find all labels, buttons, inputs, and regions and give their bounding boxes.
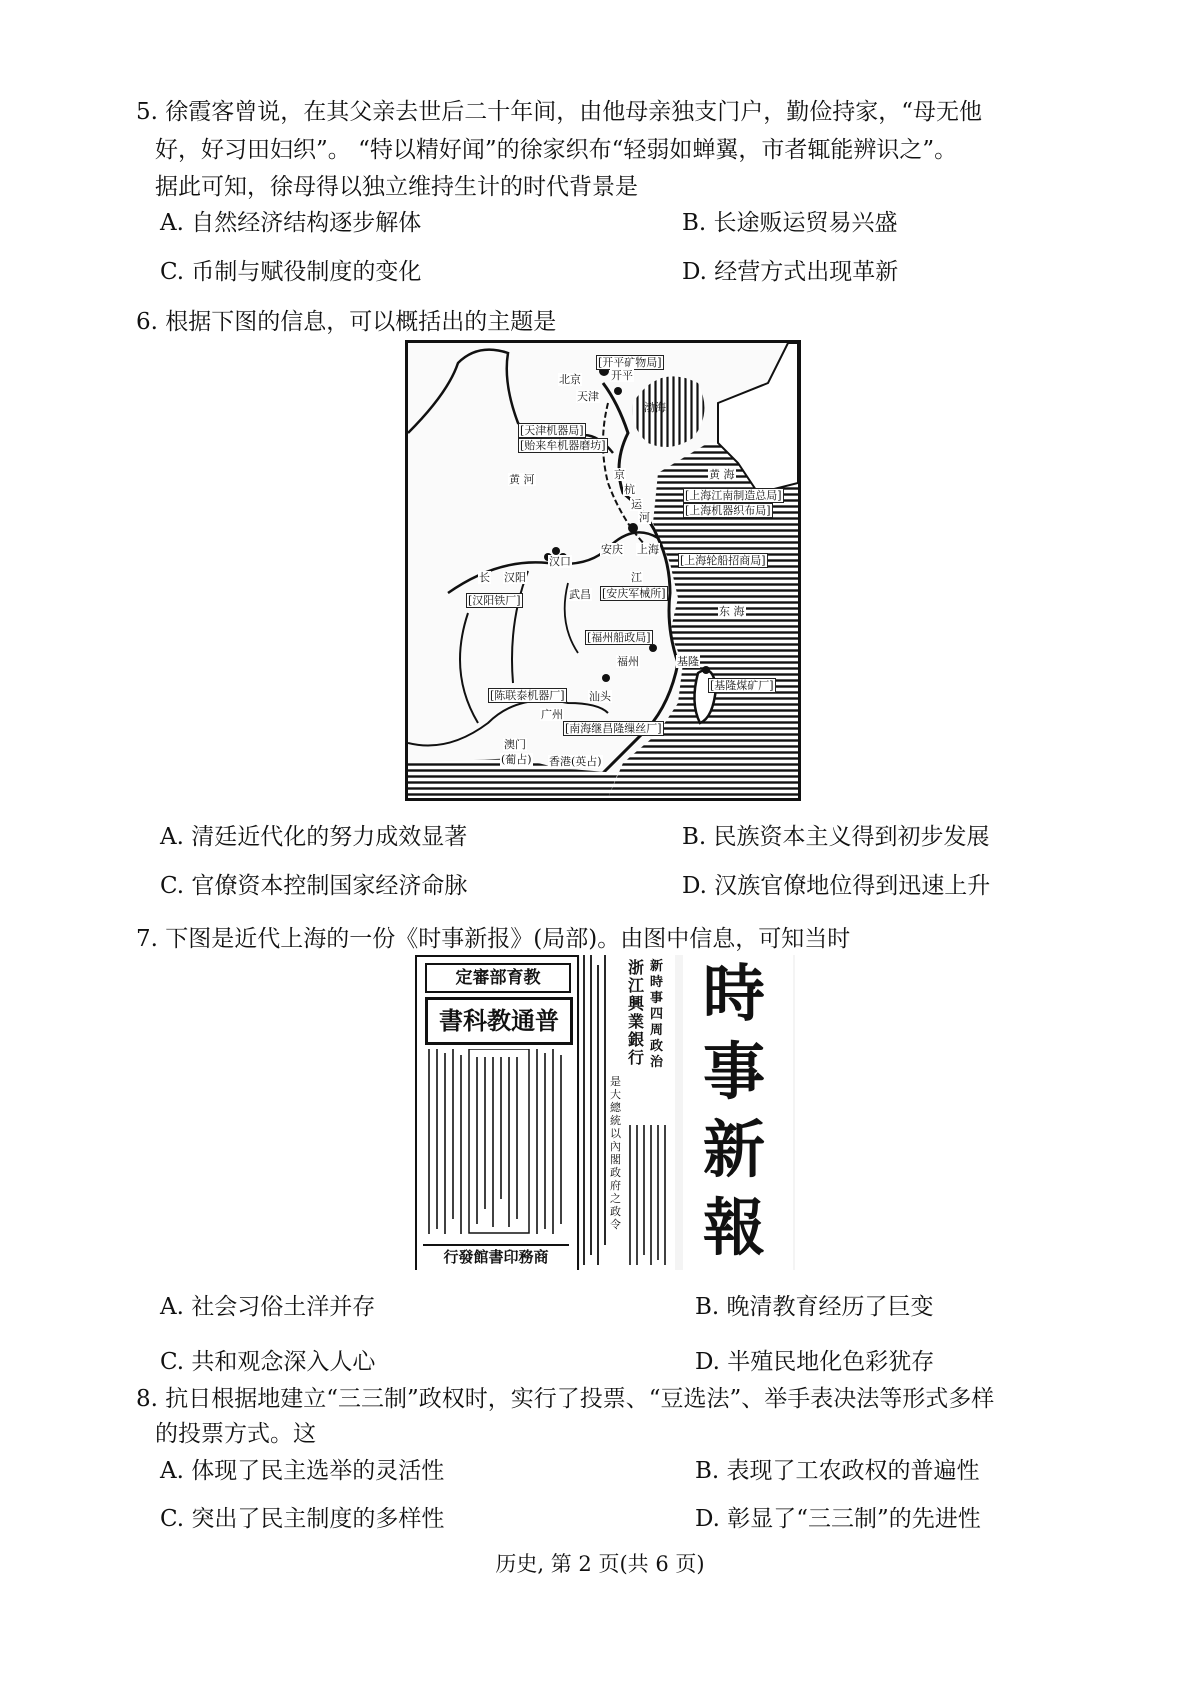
- map-label-yellow-sea: 黄 海: [709, 468, 735, 481]
- city-dot-hankou: [552, 547, 560, 555]
- newspaper-ad-block: [415, 955, 579, 1270]
- map-label-anqing: 安庆: [601, 543, 623, 556]
- map-label-shanghai-cotton-mill: [上海机器织布局]: [685, 504, 771, 517]
- map-label-macau: 澳门: [504, 738, 526, 751]
- map-label-chenlianquan: [陈联泰机器厂]: [490, 689, 565, 702]
- map-label-beijing: 北京: [559, 373, 581, 386]
- city-dot-keelung: [702, 666, 710, 674]
- masthead-char-4: 報: [703, 1191, 766, 1264]
- map-label-bohai: 渤海: [644, 401, 666, 414]
- map-label-macau-portuguese: (葡占): [501, 753, 532, 766]
- q8-option-c: C. 突出了民主制度的多样性: [160, 1506, 445, 1532]
- q6-option-b: B. 民族资本主义得到初步发展: [682, 824, 990, 850]
- newspaper-text-columns: [580, 955, 675, 1270]
- column-2: 新時事四周政治: [650, 959, 664, 1070]
- q6-option-c: C. 官僚资本控制国家经济命脉: [160, 873, 468, 899]
- map-label-jiangnan-arsenal: [上海江南制造总局]: [685, 489, 782, 502]
- ad-footer: 行發館書印務商: [423, 1244, 569, 1268]
- q7-stem: 7. 下图是近代上海的一份《时事新报》(局部)。由图中信息，可知当时: [136, 926, 851, 952]
- map-label-fuzhou-navy-yard: [福州船政局]: [587, 631, 651, 644]
- ad-title: 書科教通普: [425, 997, 573, 1045]
- map-label-hongkong: 香港(英占): [549, 755, 602, 768]
- q5-option-b: B. 长途贩运贸易兴盛: [682, 210, 898, 236]
- city-dot-shanghai: [628, 523, 638, 533]
- q7-option-a: A. 社会习俗土洋并存: [160, 1294, 376, 1320]
- map-label-tianjin: 天津: [577, 390, 599, 403]
- map-label-nanhai-silk-factory: [南海继昌隆缫丝厂]: [565, 722, 662, 735]
- map-label-wuchang: 武昌: [569, 588, 591, 601]
- q8-stem-line2: 的投票方式。这: [155, 1421, 316, 1447]
- masthead-char-1: 時: [703, 957, 766, 1030]
- q5-option-c: C. 币制与赋役制度的变化: [160, 259, 422, 285]
- q6-option-d: D. 汉族官僚地位得到迅速上升: [682, 873, 991, 899]
- city-dot-shantou: [602, 674, 610, 682]
- q7-option-d: D. 半殖民地化色彩犹存: [695, 1349, 935, 1375]
- map-label-tianjin-arsenal: [天津机器局]: [520, 424, 584, 437]
- map-label-canal-4: 河: [639, 511, 650, 524]
- map-label-canal-2: 杭: [624, 483, 635, 496]
- map-label-keelung: 基隆: [677, 655, 699, 668]
- map-label-ganlaizhuang-mill: [贻来牟机器磨坊]: [520, 439, 606, 452]
- map-label-jiang: 江: [631, 571, 642, 584]
- q6-stem: 6. 根据下图的信息，可以概括出的主题是: [136, 309, 557, 335]
- map-label-kaiping: 开平: [611, 369, 633, 382]
- q7-option-c: C. 共和观念深入人心: [160, 1349, 376, 1375]
- q6-option-a: A. 清廷近代化的努力成效显著: [160, 824, 468, 850]
- map-label-yellow-river: 黄 河: [509, 473, 535, 486]
- map-label-anqing-arsenal: [安庆军械所]: [602, 587, 666, 600]
- map-label-canal-3: 运: [631, 498, 642, 511]
- city-dot-tianjin: [614, 387, 622, 395]
- map-label-keelung-coal: [基隆煤矿厂]: [710, 679, 774, 692]
- ad-small-print: [423, 1049, 569, 1239]
- column-bank-ad: 浙江興業銀行: [628, 958, 645, 1067]
- column-3: 是大總統以內閣政府之政令: [610, 1075, 621, 1231]
- q5-option-a: A. 自然经济结构逐步解体: [160, 210, 422, 236]
- masthead-char-3: 新: [703, 1113, 766, 1186]
- map-label-guangzhou: 广州: [541, 708, 563, 721]
- newspaper-masthead: [683, 955, 793, 1270]
- q7-newspaper-figure: [415, 955, 795, 1270]
- q5-stem-line1: 5. 徐霞客曾说，在其父亲去世后二十年间，由他母亲独支门户，勤俭持家，“母无他: [136, 99, 983, 125]
- map-label-hanyang: 汉阳: [504, 571, 526, 584]
- map-label-kaiping-mine: [开平矿物局]: [598, 356, 662, 369]
- map-label-canal-1: 京: [614, 468, 625, 481]
- map-label-fuzhou: 福州: [617, 655, 639, 668]
- map-label-shanghai: 上海: [637, 543, 659, 556]
- ad-header: 定審部育教: [425, 963, 571, 993]
- q7-option-b: B. 晚清教育经历了巨变: [695, 1294, 934, 1320]
- q5-stem-line3: 据此可知，徐母得以独立维持生计的时代背景是: [155, 174, 638, 200]
- q8-option-b: B. 表现了工农政权的普遍性: [695, 1458, 980, 1484]
- q6-map-figure: [405, 340, 801, 801]
- q5-option-d: D. 经营方式出现革新: [682, 259, 899, 285]
- q5-stem-line2: 好，好习田妇织”。 “特以精好闻”的徐家织布“轻弱如蝉翼，市者辄能辨识之”。: [155, 137, 958, 163]
- map-label-steamship-company: [上海轮船招商局]: [680, 554, 766, 567]
- city-dot-fuzhou: [649, 644, 657, 652]
- masthead-char-2: 事: [703, 1035, 766, 1108]
- q8-option-d: D. 彰显了“三三制”的先进性: [695, 1506, 981, 1532]
- map-label-chang: 长: [479, 571, 490, 584]
- map-label-east-sea: 东 海: [719, 605, 745, 618]
- page-footer: 历史, 第 2 页(共 6 页): [495, 1552, 705, 1576]
- q8-stem-line1: 8. 抗日根据地建立“三三制”政权时，实行了投票、“豆选法”、举手表决法等形式多样: [136, 1386, 995, 1412]
- map-label-shantou: 汕头: [589, 690, 611, 703]
- map-label-hanyang-iron: [汉阳铁厂]: [468, 594, 521, 607]
- map-label-hankou: 汉口: [549, 555, 571, 568]
- q8-option-a: A. 体现了民主选举的灵活性: [160, 1458, 445, 1484]
